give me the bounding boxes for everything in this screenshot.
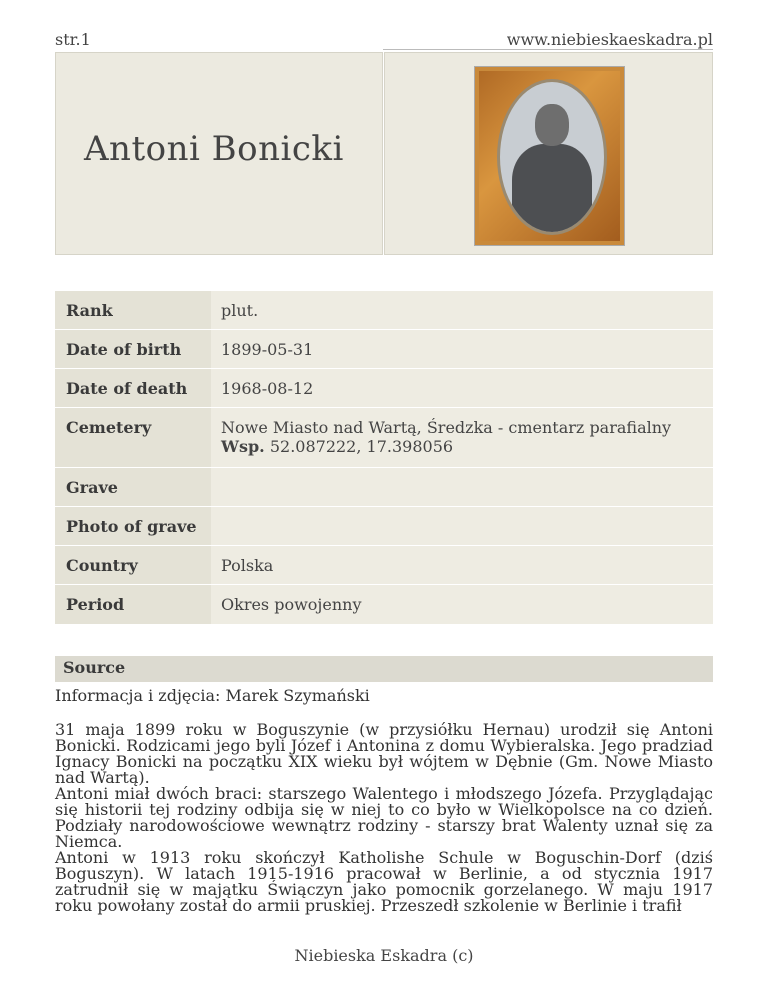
info-table	[55, 290, 713, 624]
period-value: Okres powojenny	[211, 585, 713, 624]
row-country	[55, 546, 713, 585]
portrait-uniform	[512, 144, 592, 234]
header-divider	[383, 49, 713, 50]
biography-paragraph-2: Antoni miał dwóch braci: starszego Walentego i młodszego Józefa. Przyglądając się historii tej rodziny odbija się w niej to co było w Wielkopolsce na co dzień. Podziały narodowościowe wewnątrz rodziny - starszy brat Walenty uznał się za Niemca.	[55, 784, 713, 851]
period-label: Period	[55, 585, 211, 624]
person-name: Antoni Bonicki	[84, 129, 344, 169]
grave-label: Grave	[55, 468, 211, 507]
death-value: 1968-08-12	[211, 369, 713, 408]
row-death	[55, 369, 713, 408]
row-grave	[55, 468, 713, 507]
birth-label: Date of birth	[55, 330, 211, 369]
country-value: Polska	[211, 546, 713, 585]
cemetery-value: Nowe Miasto nad Wartą, Średzka - cmentarz parafialny	[221, 418, 672, 437]
coords-label: Wsp.	[221, 437, 265, 456]
row-rank	[55, 291, 713, 330]
coords-value[interactable]: 52.087222, 17.398056	[269, 437, 454, 456]
photo-grave-label: Photo of grave	[55, 507, 211, 546]
biography-paragraph-1: 31 maja 1899 roku w Boguszynie (w przysiółku Hernau) urodził się Antoni Bonicki. Rodzicami jego byli Józef i Antonina z domu Wybieralska. Jego pradziad Ignacy Bonicki na początku XIX wieku był wójtem w Dębnie (Gm. Nowe Miasto nad Wartą).	[55, 720, 713, 787]
photo-panel	[384, 52, 713, 255]
cemetery-label: Cemetery	[55, 408, 211, 468]
rank-value: plut.	[211, 291, 713, 330]
source-heading: Source	[55, 656, 713, 682]
portrait-head	[535, 104, 569, 146]
biography	[55, 722, 713, 914]
photo-oval	[497, 79, 607, 235]
biography-paragraph-3: Antoni w 1913 roku skończył Katholishe Schule w Boguschin-Dorf (dziś Boguszyn). W latach 1915-1916 pracował w Berlinie, a od stycznia 1917 zatrudnił się w majątku Świączyn jako pomocnik gorzelanego. W maju 1917 roku powołany został do armii pruskiej. Przeszedł szkolenie w Berlinie i trafił	[55, 848, 713, 915]
photo-grave-value	[211, 507, 713, 546]
row-photo-grave	[55, 507, 713, 546]
title-panel	[55, 52, 383, 255]
portrait-photo	[474, 66, 625, 246]
row-birth	[55, 330, 713, 369]
cemetery-cell	[211, 408, 713, 468]
rank-label: Rank	[55, 291, 211, 330]
death-label: Date of death	[55, 369, 211, 408]
row-period	[55, 585, 713, 624]
birth-value: 1899-05-31	[211, 330, 713, 369]
site-url[interactable]: www.niebieskaeskadra.pl	[506, 30, 713, 49]
footer-copyright: Niebieska Eskadra (c)	[294, 946, 474, 965]
country-label: Country	[55, 546, 211, 585]
grave-value	[211, 468, 713, 507]
source-credit: Informacja i zdjęcia: Marek Szymański	[55, 686, 370, 705]
page-number: str.1	[55, 30, 91, 49]
row-cemetery	[55, 408, 713, 468]
